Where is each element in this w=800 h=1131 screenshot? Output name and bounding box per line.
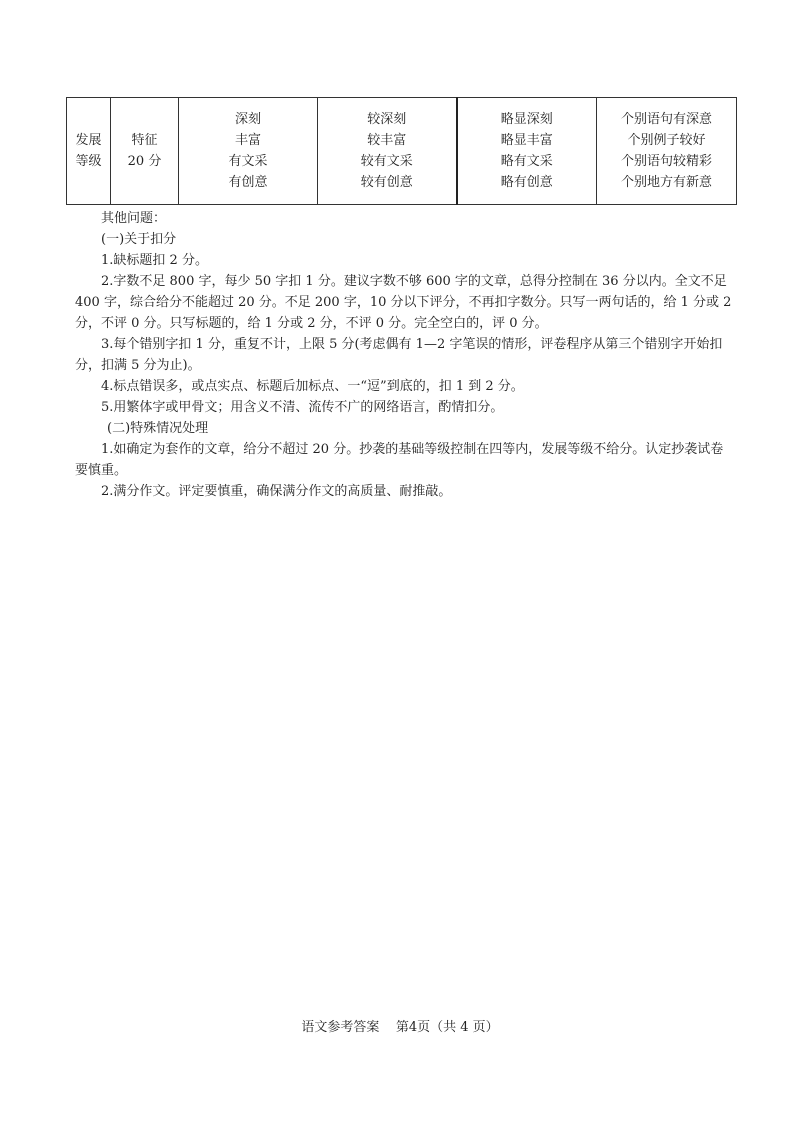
level-descriptor: 略有文采 [500, 154, 553, 169]
level-descriptor: 个别语句较精彩 [620, 154, 712, 169]
criterion-cell [111, 98, 179, 205]
deduction-item: 2.字数不足 800 字，每少 50 字扣 1 分。建议字数不够 600 字的文章，总得分控制在 36 分以内。全文不足 400 字，综合给分不能超过 20 分。不足 200 字，10 分以下评分，不再扣字数分。只写一两句话的，给 1 分或 2 分，不评 0 分。只写标题的，给 1 分或 2 分，不评 0 分。完全空白的，评 0 分。 [75, 274, 732, 331]
level-descriptor: 较有创意 [360, 175, 413, 190]
criterion-name: 特征 [131, 133, 158, 148]
development-grade-row [67, 98, 737, 205]
deduction-item: 5.用繁体字或甲骨文；用含义不清、流传不广的网络语言，酌情扣分。 [101, 400, 504, 415]
special-cases-title: (二)特殊情况处理 [107, 421, 209, 436]
level-descriptor: 有文采 [228, 154, 268, 169]
deduction-item: 3.每个错别字扣 1 分，重复不计，上限 5 分(考虑偶有 1—2 字笔误的情形，评卷程序从第三个错别字开始扣分，扣满 5 分为止)。 [75, 337, 723, 373]
level-descriptor: 较有文采 [360, 154, 413, 169]
other-issues-section [75, 208, 735, 502]
row-header-cell [67, 98, 111, 205]
level-1-cell [179, 98, 318, 205]
level-descriptor: 略显深刻 [500, 112, 553, 127]
deduction-item: 4.标点错误多，或点实点、标题后加标点、一“逗”到底的，扣 1 到 2 分。 [101, 379, 524, 394]
level-descriptor: 略有创意 [500, 175, 553, 190]
special-case-item: 1.如确定为套作的文章，给分不超过 20 分。抄袭的基础等级控制在四等内，发展等级不给分。认定抄袭试卷要慎重。 [75, 442, 724, 478]
grading-table [66, 97, 737, 205]
level-descriptor: 深刻 [234, 112, 261, 127]
level-4-cell [597, 98, 737, 205]
level-descriptor: 较深刻 [367, 112, 407, 127]
criterion-points: 20 分 [127, 154, 162, 169]
level-descriptor: 略显丰富 [500, 133, 553, 148]
level-descriptor: 个别地方有新意 [620, 175, 712, 190]
section-heading: 其他问题： [101, 211, 167, 226]
level-descriptor: 个别语句有深意 [620, 112, 712, 127]
deduction-item: 1.缺标题扣 2 分。 [101, 253, 208, 268]
level-descriptor: 个别例子较好 [627, 133, 706, 148]
level-2-cell [318, 98, 457, 205]
row-header-line: 发展 [75, 133, 102, 148]
special-case-item: 2.满分作文。评定要慎重，确保满分作文的高质量、耐推敲。 [101, 484, 452, 499]
deduction-title: (一)关于扣分 [101, 232, 177, 247]
level-descriptor: 丰富 [234, 133, 261, 148]
level-descriptor: 有创意 [228, 175, 268, 190]
level-descriptor: 较丰富 [367, 133, 407, 148]
level-3-cell [457, 98, 597, 205]
row-header-line: 等级 [75, 154, 102, 169]
page-footer: 语文参考答案 第4页（共 4 页） [301, 1020, 499, 1035]
